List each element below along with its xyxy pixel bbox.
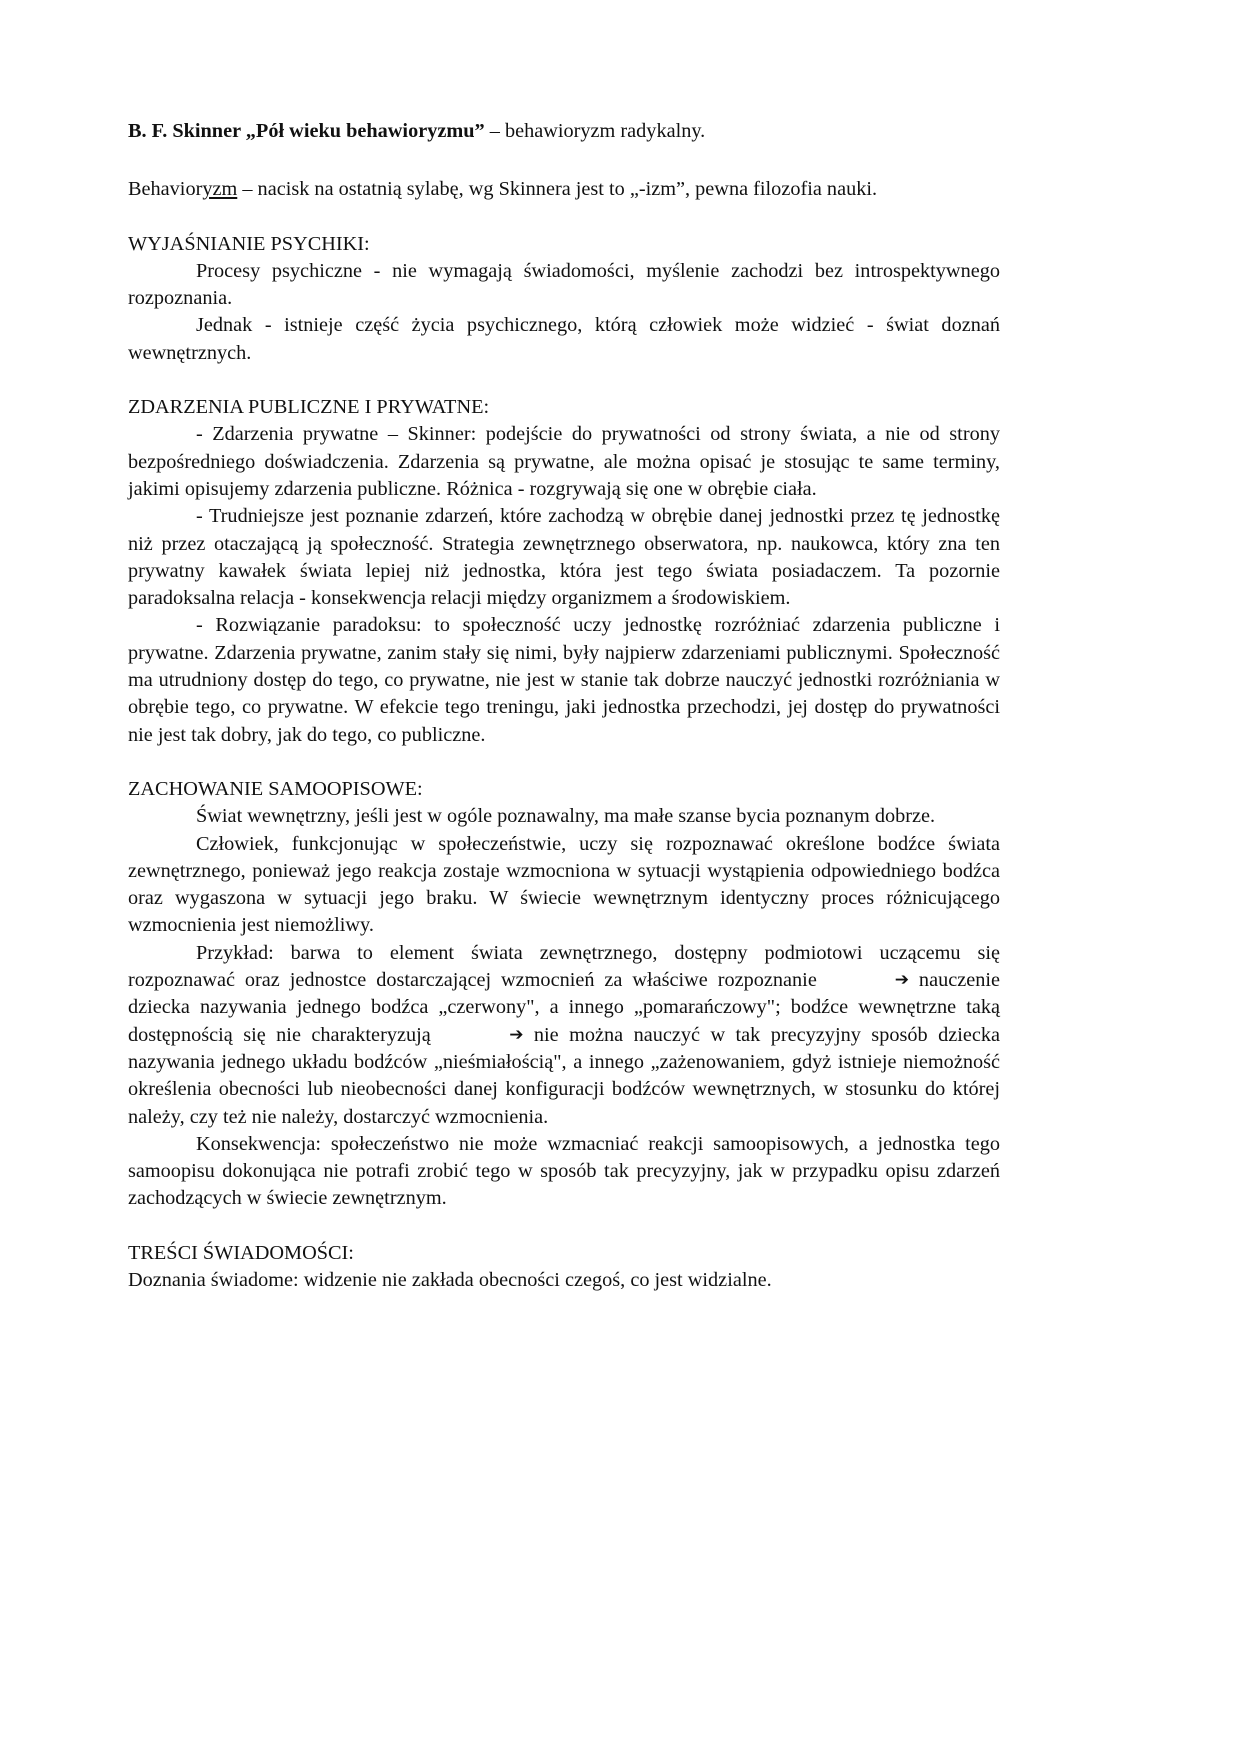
paragraph: Świat wewnętrzny, jeśli jest w ogóle poznawalny, ma małe szanse bycia poznanym dobrze. [196, 805, 936, 828]
document-body [128, 118, 1000, 1294]
spacer [128, 204, 1000, 231]
spacer [128, 1213, 1000, 1240]
example-part-1: Przykład: barwa to element świata zewnętrznego, dostępny podmiotowi uczącemu się rozpoznawać oraz jednostce dostarczającej wzmocnień za właściwe rozpoznanie [128, 941, 1000, 992]
paragraph: Procesy psychiczne - nie wymagają świadomości, myślenie zachodzi bez introspektywnego rozpoznania. [128, 259, 1000, 310]
document-title [128, 118, 1000, 145]
section-heading-wyjasnianie-psychiki: WYJAŚNIANIE PSYCHIKI: [128, 232, 370, 255]
lede-paragraph [128, 176, 1000, 203]
example-part-2: nauczenie dziecka nazywania jednego bodźca „czerwony", a innego „pomarańczowy"; bodźce wewnętrzne taką dostępnością się nie charakteryzują [128, 969, 1000, 1046]
section-heading-zachowanie-samoopisowe: ZACHOWANIE SAMOOPISOWE: [128, 777, 423, 800]
spacer [128, 145, 1000, 176]
arrow-right-icon: ➔ [509, 1024, 524, 1045]
paragraph: Człowiek, funkcjonując w społeczeństwie, uczy się rozpoznawać określone bodźce świata zewnętrznego, ponieważ jego reakcja zostaje wzmocniona w sytuacji wystąpienia odpowiedniego bodźca oraz wygaszona w sytuacji jego braku. W świecie wewnętrznym identyczny proces różnicującego wzmocnienia jest niemożliwy. [128, 832, 1000, 937]
document-title-bold: B. F. Skinner „Pół wieku behawioryzmu” [128, 120, 485, 142]
paragraph-example [128, 940, 1000, 1131]
document-title-rest: – behawioryzm radykalny. [484, 120, 706, 142]
lede-pre: Behavior [128, 178, 203, 201]
arrow-right-icon: ➔ [894, 970, 909, 991]
section-heading-tresci-swiadomosci: TREŚCI ŚWIADOMOŚCI: [128, 1241, 354, 1264]
lede-post: – nacisk na ostatnią sylabę, wg Skinnera jest to „-izm”, pewna filozofia nauki. [237, 178, 878, 201]
paragraph: Doznania świadome: widzenie nie zakłada obecności czegoś, co jest widzialne. [128, 1268, 772, 1291]
paragraph: - Trudniejsze jest poznanie zdarzeń, które zachodzą w obrębie danej jednostki przez tę jednostkę niż przez otaczającą ją społeczność. Strategia zewnętrznego obserwatora, np. naukowca, który zna ten prywatny kawałek świata lepiej niż jednostka, która jest tego świata posiadaczem. Ta pozornie paradoksalna relacja - konsekwencja relacji między organizmem a środowiskiem. [128, 505, 1000, 610]
paragraph: Konsekwencja: społeczeństwo nie może wzmacniać reakcji samoopisowych, a jednostka tego samoopisu dokonująca nie potrafi zrobić tego w sposób tak precyzyjny, jak w przypadku opisu zdarzeń zachodzących w świecie zewnętrznym. [128, 1132, 1000, 1210]
paragraph: - Zdarzenia prywatne – Skinner: podejście do prywatności od strony świata, a nie od strony bezpośredniego doświadczenia. Zdarzenia są prywatne, ale można opisać je stosując te same terminy, jakimi opisujemy zdarzenia publiczne. Różnica - rozgrywają się one w obrębie ciała. [128, 423, 1000, 500]
spacer [128, 367, 1000, 394]
paragraph: Jednak - istnieje część życia psychicznego, którą człowiek może widzieć - świat doznań wewnętrznych. [128, 314, 1000, 364]
paragraph: - Rozwiązanie paradoksu: to społeczność uczy jednostkę rozróżniać zdarzenia publiczne i prywatne. Zdarzenia prywatne, zanim stały się nimi, były najpierw zdarzeniami publicznymi. Społeczność ma utrudniony dostęp do tego, co prywatne, nie jest w stanie tak dobrze nauczyć jednostki rozróżniania w obrębie tego, co prywatne. W efekcie tego treningu, jaki jednostka przechodzi, jej dostęp do prywatności nie jest tak dobry, jak do tego, co publiczne. [128, 614, 1000, 746]
spacer [128, 749, 1000, 776]
example-part-3: nie można nauczyć w tak precyzyjny sposób dziecka nazywania jednego układu bodźców „nieśmiałością", a innego „zażenowaniem, gdyż istnieje niemożność określenia obecności lub nieobecności danej konfiguracji bodźców wewnętrznych, w stosunku do której należy, czy też nie należy, dostarczyć wzmocnienia. [128, 1023, 1001, 1128]
lede-underlined-suffix: yzm [202, 178, 238, 201]
section-heading-zdarzenia-publiczne-i-prywatne: ZDARZENIA PUBLICZNE I PRYWATNE: [128, 396, 490, 419]
